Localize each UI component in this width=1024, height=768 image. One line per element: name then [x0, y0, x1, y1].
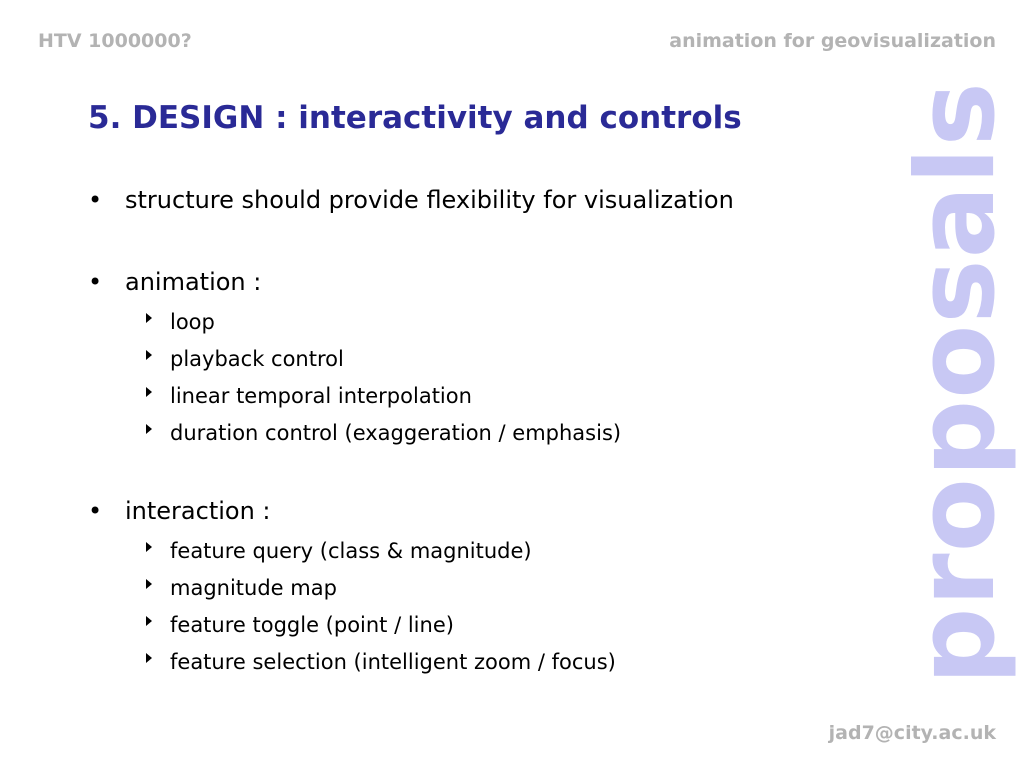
triangle-bullet-icon [146, 579, 152, 589]
triangle-bullet-icon [146, 313, 152, 323]
sub-item-text: feature toggle (point / line) [170, 613, 454, 637]
bullet-text: structure should provide flexibility for visualization [125, 186, 734, 214]
triangle-bullet-icon [146, 350, 152, 360]
bullet-item [88, 186, 734, 214]
sub-item-text: duration control (exaggeration / emphasis) [170, 421, 622, 445]
triangle-bullet-icon [146, 653, 152, 663]
sub-item [146, 347, 344, 371]
bullet-dot-icon: • [88, 497, 103, 525]
sub-item [146, 576, 337, 600]
sub-item-text: playback control [170, 347, 344, 371]
sub-item [146, 650, 616, 674]
sub-item-text: linear temporal interpolation [170, 384, 472, 408]
bullet-item [88, 497, 271, 525]
sub-item-text: magnitude map [170, 576, 337, 600]
triangle-bullet-icon [146, 387, 152, 397]
sub-item-text: feature query (class & magnitude) [170, 539, 532, 563]
sub-item-text: loop [170, 310, 215, 334]
sub-item [146, 539, 532, 563]
triangle-bullet-icon [146, 616, 152, 626]
triangle-bullet-icon [146, 542, 152, 552]
bullet-text: interaction : [125, 497, 271, 525]
sub-item [146, 613, 454, 637]
side-label-proposals: proposals [894, 81, 1019, 685]
footer-email: jad7@city.ac.uk [828, 722, 996, 744]
sub-item [146, 384, 472, 408]
triangle-bullet-icon [146, 424, 152, 434]
sub-item [146, 310, 215, 334]
bullet-text: animation : [125, 268, 262, 296]
bullet-item [88, 268, 261, 296]
bullet-dot-icon: • [88, 186, 103, 214]
slide-title: 5. DESIGN : interactivity and controls [88, 100, 742, 136]
sub-item-text: feature selection (intelligent zoom / focus) [170, 650, 616, 674]
bullet-dot-icon: • [88, 268, 103, 296]
header-right-text: animation for geovisualization [669, 30, 996, 52]
header-left-text: HTV 1000000? [38, 30, 192, 52]
sub-item [146, 421, 621, 445]
